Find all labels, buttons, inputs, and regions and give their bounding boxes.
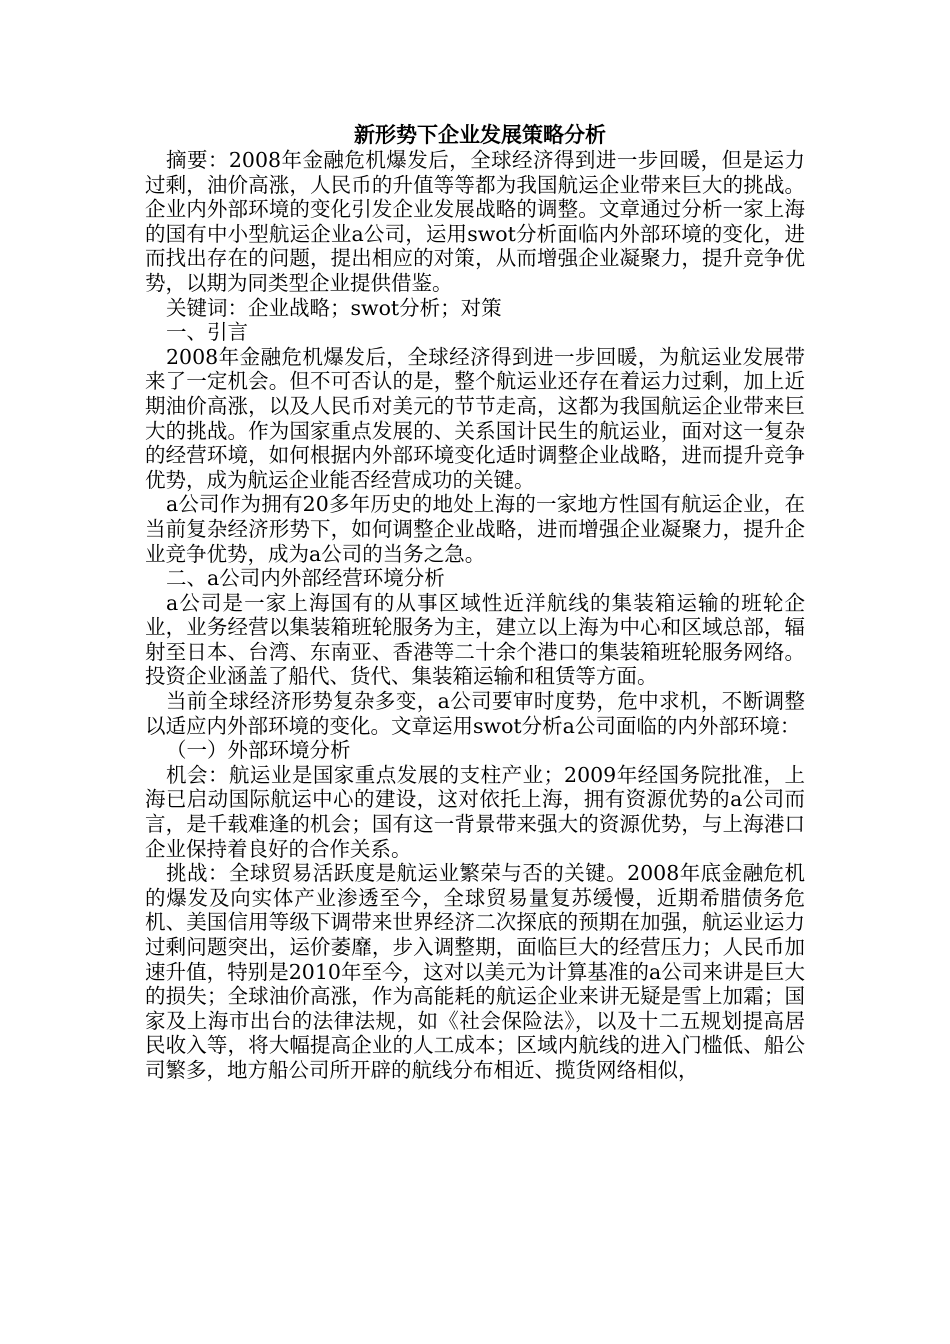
document-page [145,121,805,1083]
subsection-heading-external: （一）外部环境分析 [166,738,351,763]
environment-paragraph-1: a公司是一家上海国有的从事区域性近洋航线的集装箱运输的班轮企业，业务经营以集装箱班轮服务为主，建立以上海为中心和区域总部，辐射至日本、台湾、东南亚、香港等二十余个港口的集装箱班轮服务网络。投资企业涵盖了船代、货代、集装箱运输和租赁等方面。 [145,590,805,689]
intro-paragraph-2: a公司作为拥有20多年历史的地处上海的一家地方性国有航运企业，在当前复杂经济形势下，如何调整企业战略，进而增强企业凝聚力，提升企业竞争优势，成为a公司的当务之急。 [145,492,805,566]
document-title: 新形势下企业发展策略分析 [354,122,606,147]
environment-paragraph-2: 当前全球经济形势复杂多变，a公司要审时度势，危中求机，不断调整以适应内外部环境的变化。文章运用swot分析a公司面临的内外部环境： [145,689,805,738]
keywords-line: 关键词：企业战略；swot分析；对策 [166,295,502,320]
challenge-paragraph: 挑战：全球贸易活跃度是航运业繁荣与否的关键。2008年底金融危机的爆发及向实体产业渗透至今，全球贸易量复苏缓慢，近期希腊债务危机、美国信用等级下调带来世界经济二次探底的预期在加强，航运业运力过剩问题突出，运价萎靡，步入调整期，面临巨大的经营压力；人民币加速升值，特别是2010年至今，这对以美元为计算基准的a公司来讲是巨大的损失；全球油价高涨，作为高能耗的航运企业来讲无疑是雪上加霜；国家及上海市出台的法律法规，如《社会保险法》，以及十二五规划提高居民收入等，将大幅提高企业的人工成本；区域内航线的进入门槛低、船公司繁多，地方船公司所开辟的航线分布相近、揽货网络相似， [145,861,805,1082]
abstract-paragraph: 摘要：2008年金融危机爆发后，全球经济得到进一步回暖，但是运力过剩，油价高涨，人民币的升值等等都为我国航运企业带来巨大的挑战。企业内外部环境的变化引发企业发展战略的调整。文章通过分析一家上海的国有中小型航运企业a公司，运用swot分析面临内外部环境的变化，进而找出存在的问题，提出相应的对策，从而增强企业凝聚力，提升竞争优势，以期为同类型企业提供借鉴。 [145,148,805,295]
opportunity-paragraph: 机会：航运业是国家重点发展的支柱产业；2009年经国务院批准，上海已启动国际航运中心的建设，这对依托上海，拥有资源优势的a公司而言，是千载难逢的机会；国有这一背景带来强大的资源优势，与上海港口企业保持着良好的合作关系。 [145,762,805,861]
section-heading-environment-analysis: 二、a公司内外部经营环境分析 [166,566,445,591]
intro-paragraph-1: 2008年金融危机爆发后，全球经济得到进一步回暖，为航运业发展带来了一定机会。但不可否认的是，整个航运业还存在着运力过剩，加上近期油价高涨，以及人民币对美元的节节走高，这都为我国航运企业带来巨大的挑战。作为国家重点发展的、关系国计民生的航运业，面对这一复杂的经营环境，如何根据内外部环境变化适时调整企业战略，进而提升竞争优势，成为航运企业能否经营成功的关键。 [145,344,805,492]
section-heading-introduction: 一、引言 [166,320,248,345]
